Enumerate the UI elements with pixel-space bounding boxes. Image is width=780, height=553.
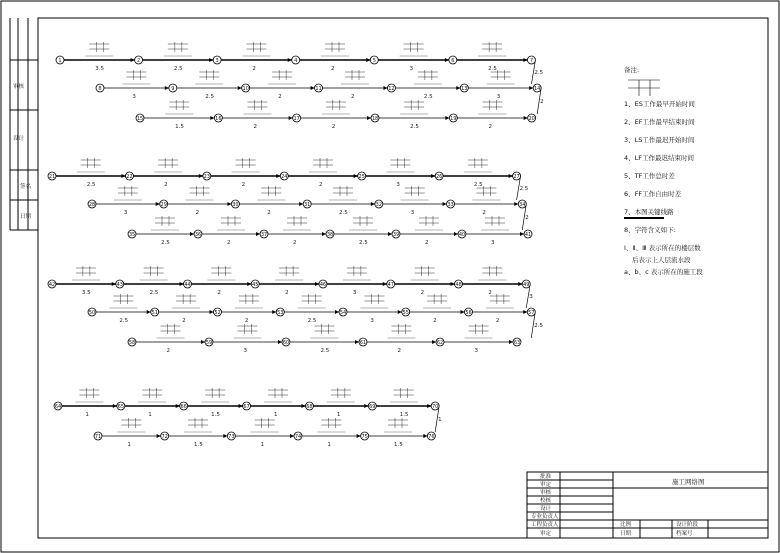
legend-item-7: 7、本图关键线路 — [624, 208, 674, 216]
activity-duration: 3 — [370, 318, 374, 324]
title-block-row-5: 设计 — [540, 506, 552, 512]
event-node-number: 39 — [392, 231, 400, 238]
arrow-head — [383, 86, 387, 90]
activity-duration: 2 — [227, 240, 231, 246]
legend-item-6: 6、FF工作自由时差 — [624, 190, 682, 198]
event-node-number: 20 — [528, 115, 535, 122]
arrow-head — [121, 174, 125, 178]
activity-duration: 2 — [425, 240, 429, 246]
activity-duration: 2 — [166, 348, 170, 354]
event-node-number: 3 — [215, 57, 219, 64]
arrow-head — [456, 86, 460, 90]
arrow-head — [199, 174, 203, 178]
event-node-number: 61 — [359, 339, 367, 346]
event-node-number: 43 — [116, 281, 123, 288]
arrow-head — [423, 434, 427, 438]
arrow-head — [398, 310, 402, 314]
activity-duration: 3 — [529, 294, 533, 300]
arrow-head — [311, 86, 315, 90]
arrow-head — [299, 202, 303, 206]
arrow-head — [388, 232, 392, 236]
arrow-head — [427, 404, 431, 408]
arrow-head — [509, 340, 513, 344]
arrow-head — [147, 310, 151, 314]
activity-duration: 2.5 — [534, 70, 544, 76]
event-node-number: 71 — [94, 433, 102, 440]
event-node-number: 51 — [151, 309, 158, 316]
arrow-head — [432, 340, 436, 344]
event-node-number: 12 — [388, 85, 395, 92]
event-node-number: 13 — [461, 85, 468, 92]
activity-duration: 2.5 — [173, 66, 183, 72]
event-node-number: 29 — [160, 201, 167, 208]
title-block-row-3: 审核 — [540, 490, 552, 496]
event-node-number: 36 — [194, 231, 202, 238]
event-node-number: 28 — [88, 201, 96, 208]
arrow-head — [523, 310, 527, 314]
legend — [624, 65, 703, 276]
activity-duration: 2.5 — [423, 94, 433, 100]
activity-duration: 2 — [319, 182, 323, 188]
title-block-row-6: 专业负责人 — [531, 514, 559, 520]
event-node-number: 58 — [128, 339, 136, 346]
activity-duration: 1 — [85, 412, 89, 418]
activity-duration: 1 — [438, 417, 442, 423]
event-node-number: 69 — [369, 403, 376, 410]
activity-duration: 3 — [132, 94, 136, 100]
activity-duration: 3 — [474, 348, 478, 354]
activity-duration: 2 — [351, 94, 355, 100]
event-node-number: 34 — [519, 201, 526, 208]
event-node-number: 15 — [136, 115, 144, 122]
activity-duration: 1 — [127, 442, 131, 448]
event-node-number: 50 — [88, 309, 96, 316]
event-node-number: 1 — [58, 57, 62, 64]
activity-duration: 1 — [260, 442, 265, 448]
activity-duration: 2.5 — [161, 240, 170, 246]
event-node-number: 4 — [294, 57, 298, 64]
legend-node-key — [628, 80, 660, 96]
arrow-head — [301, 404, 305, 408]
event-node-number: 54 — [339, 309, 347, 316]
left-side-strip — [10, 18, 38, 230]
title-block-row-2: 审定 — [540, 482, 552, 488]
activity-duration: 2 — [217, 290, 221, 296]
arrow-head — [509, 174, 513, 178]
arrow-head — [238, 86, 242, 90]
arrow-head — [518, 282, 522, 286]
event-node-number: 30 — [232, 201, 239, 208]
activity-duration: 2 — [182, 318, 186, 324]
arrow-head — [366, 58, 370, 62]
activity-duration: 2 — [495, 318, 500, 324]
activity-duration: 2.5 — [473, 182, 483, 188]
event-node-number: 19 — [450, 115, 457, 122]
activity-duration: 2.5 — [410, 124, 419, 130]
activity-duration: 3 — [123, 210, 128, 216]
arrow-head — [131, 58, 135, 62]
activity-duration: 2 — [488, 290, 492, 296]
activity-duration: 2 — [397, 348, 401, 354]
title-block-archive: 档案号 — [676, 531, 693, 537]
network-rows — [48, 42, 544, 448]
legend-item-10: 后表示上人层流水段 — [632, 256, 691, 264]
activity-duration: 2.5 — [359, 240, 368, 246]
activity-duration: 3 — [496, 94, 501, 100]
activity-duration: 1.5 — [194, 442, 203, 448]
event-node-number: 40 — [458, 231, 466, 238]
event-node-number: 41 — [524, 231, 532, 238]
side-label-design: 设计 — [13, 136, 25, 142]
inner-border — [38, 18, 768, 538]
activity-duration: 1 — [274, 412, 278, 418]
event-node-number: 56 — [465, 309, 472, 316]
event-node-number: 67 — [243, 403, 250, 410]
activity-duration: 2 — [241, 182, 246, 188]
side-label-review: 审核 — [13, 84, 25, 90]
event-node-number: 48 — [455, 281, 462, 288]
outer-border — [1, 1, 779, 552]
arrow-head — [524, 116, 528, 120]
arrow-head — [156, 202, 160, 206]
arrow-head — [239, 404, 243, 408]
event-node-number: 45 — [252, 281, 259, 288]
activity-duration: 1.5 — [394, 442, 403, 448]
event-node-number: 59 — [205, 339, 213, 346]
activity-duration: 1 — [148, 412, 152, 418]
side-label-sign: 签名 — [20, 184, 32, 190]
legend-item-2: 2、EF工作最早结束时间 — [624, 118, 695, 126]
arrow-head — [210, 310, 214, 314]
event-node-number: 76 — [428, 433, 435, 440]
title-block-stage: 设计阶段 — [676, 522, 699, 528]
legend-item-1: 1、ES工作最早开始时间 — [624, 100, 695, 108]
activity-duration: 2 — [525, 215, 529, 221]
event-node-number: 10 — [242, 85, 249, 92]
title-block — [527, 472, 768, 538]
arrow-head — [157, 434, 161, 438]
arrow-head — [113, 404, 117, 408]
activity-duration: 3 — [396, 182, 400, 188]
activity-duration: 2 — [433, 318, 437, 324]
legend-item-4: 4、LF工作最迟结束时间 — [624, 154, 694, 162]
activity-duration: 1.5 — [211, 412, 220, 418]
activity-duration: 2 — [164, 182, 168, 188]
title-block-row-7: 工程负责人 — [531, 522, 559, 528]
event-node-number: 11 — [315, 85, 322, 92]
side-label-date: 日期 — [20, 214, 32, 220]
arrow-head — [431, 174, 435, 178]
event-node-number: 5 — [372, 57, 376, 64]
arrow-head — [445, 58, 449, 62]
event-node-number: 2 — [136, 57, 141, 64]
arrow-head — [315, 282, 319, 286]
arrow-head — [461, 310, 465, 314]
arrow-head — [290, 434, 294, 438]
activity-duration: 2 — [420, 290, 425, 296]
event-node-number: 62 — [436, 339, 444, 346]
legend-item-5: 5、TF工作总时差 — [624, 172, 675, 180]
event-node-number: 49 — [523, 281, 530, 288]
event-node-number: 27 — [513, 173, 520, 180]
arrow-head — [176, 404, 180, 408]
title-block-date: 日期 — [620, 531, 632, 537]
arrow-head — [289, 116, 293, 120]
event-node-number: 25 — [358, 173, 365, 180]
activity-duration: 2 — [331, 66, 335, 72]
activity-duration: 2.5 — [307, 318, 317, 324]
arrow-head — [335, 310, 339, 314]
event-node-number: 21 — [48, 173, 56, 180]
event-node-number: 65 — [117, 403, 125, 410]
activity-duration: 2 — [482, 210, 486, 216]
activity-duration: 2 — [293, 240, 297, 246]
event-node-number: 37 — [260, 231, 268, 238]
activity-duration: 2.5 — [205, 94, 215, 100]
arrow-head — [180, 282, 184, 286]
activity-duration: 2 — [488, 124, 492, 130]
activity-duration: 3 — [410, 210, 415, 216]
event-node-number: 57 — [528, 309, 535, 316]
event-node-number: 60 — [282, 339, 290, 346]
legend-item-3: 3、LS工作最迟开始时间 — [624, 136, 695, 144]
activity-duration: 2.5 — [488, 66, 497, 72]
arrow-head — [514, 202, 518, 206]
arrow-head — [210, 116, 214, 120]
activity-duration: 1 — [327, 442, 331, 448]
arrow-head — [371, 202, 375, 206]
event-node-number: 22 — [126, 173, 133, 180]
event-node-number: 24 — [281, 173, 288, 180]
activity-duration: 2.5 — [86, 182, 96, 188]
arrow-head — [278, 340, 282, 344]
activity-duration: 3.5 — [95, 66, 105, 72]
arrow-head — [355, 340, 359, 344]
arrow-head — [451, 282, 455, 286]
arrow-head — [523, 58, 527, 62]
event-node-number: 44 — [184, 281, 191, 288]
activity-duration: 2.5 — [519, 186, 529, 192]
title-block-row-1: 批准 — [540, 474, 552, 480]
event-node-number: 38 — [326, 231, 334, 238]
arrow-head — [165, 86, 169, 90]
event-node-number: 32 — [375, 201, 383, 208]
activity-duration: 2 — [195, 210, 200, 216]
event-node-number: 68 — [306, 403, 313, 410]
event-node-number: 18 — [371, 115, 379, 122]
arrow-head — [256, 232, 260, 236]
event-node-number: 72 — [161, 433, 168, 440]
arrow-head — [288, 58, 292, 62]
event-node-number: 9 — [171, 85, 175, 92]
event-node-number: 31 — [303, 201, 311, 208]
arrow-head — [529, 86, 533, 90]
activity-duration: 3 — [352, 290, 357, 296]
activity-duration: 2 — [267, 210, 271, 216]
event-node-number: 74 — [294, 433, 302, 440]
activity-duration: 3 — [409, 66, 414, 72]
activity-duration: 1.5 — [175, 124, 184, 130]
event-node-number: 17 — [293, 115, 300, 122]
activity-duration: 2.5 — [320, 348, 330, 354]
legend-item-8: 8、字符含义如下: — [624, 226, 676, 234]
activity-duration: 2.5 — [119, 318, 129, 324]
drawing-title: 施工网络图 — [672, 478, 705, 486]
event-node-number: 33 — [447, 201, 454, 208]
arrow-head — [209, 58, 213, 62]
activity-duration: 2 — [540, 99, 544, 105]
activity-duration: 3 — [243, 348, 247, 354]
event-node-number: 52 — [214, 309, 221, 316]
arrow-head — [445, 116, 449, 120]
legend-heading: 备注: — [624, 66, 640, 74]
arrow-head — [112, 282, 116, 286]
event-node-number: 53 — [277, 309, 284, 316]
event-node-number: 70 — [431, 403, 439, 410]
arrow-head — [454, 232, 458, 236]
arrow-head — [201, 340, 205, 344]
arrow-head — [227, 202, 231, 206]
event-node-number: 42 — [48, 281, 56, 288]
event-node-number: 7 — [529, 57, 534, 64]
event-node-number: 55 — [402, 309, 409, 316]
arrow-head — [383, 282, 387, 286]
activity-duration: 2 — [285, 290, 289, 296]
activity-duration: 1.5 — [399, 412, 409, 418]
legend-item-9: Ⅰ、Ⅱ、Ⅲ 表示所在的楼层数 — [624, 244, 701, 252]
activity-duration: 2 — [252, 66, 256, 72]
activity-duration: 3 — [491, 240, 495, 246]
arrow-head — [190, 232, 194, 236]
arrow-head — [247, 282, 251, 286]
arrow-head — [276, 174, 280, 178]
event-node-number: 66 — [180, 403, 187, 410]
event-node-number: 6 — [451, 57, 455, 64]
event-node-number: 64 — [54, 403, 62, 410]
legend-item-11: a、b、c 表示所在的施工段 — [624, 268, 703, 276]
event-node-number: 8 — [98, 85, 102, 92]
event-node-number: 47 — [387, 281, 394, 288]
event-node-number: 23 — [203, 173, 211, 180]
activity-duration: 2.5 — [534, 323, 543, 329]
arrow-head — [322, 232, 326, 236]
event-node-number: 35 — [128, 231, 136, 238]
title-block-scale: 比例 — [620, 522, 632, 528]
arrow-head — [354, 174, 358, 178]
event-node-number: 46 — [319, 281, 327, 288]
event-node-number: 75 — [361, 433, 368, 440]
arrow-head — [357, 434, 361, 438]
activity-duration: 2 — [331, 124, 336, 130]
event-node-number: 73 — [228, 433, 235, 440]
activity-duration: 2 — [244, 318, 249, 324]
event-node-number: 26 — [435, 173, 443, 180]
event-node-number: 16 — [215, 115, 222, 122]
activity-duration: 2 — [253, 124, 257, 130]
arrow-head — [367, 116, 371, 120]
activity-duration: 2.5 — [339, 210, 348, 216]
event-node-number: 14 — [533, 85, 541, 92]
title-block-row-8: 审定 — [540, 531, 552, 537]
activity-duration: 1 — [336, 412, 341, 418]
activity-duration: 3.5 — [81, 290, 91, 296]
activity-duration: 2 — [278, 94, 282, 100]
event-node-number: 63 — [513, 339, 521, 346]
title-block-row-4: 校核 — [540, 498, 552, 504]
arrow-head — [272, 310, 276, 314]
arrow-head — [443, 202, 447, 206]
arrow-head — [520, 232, 524, 236]
activity-duration: 2.5 — [149, 290, 159, 296]
arrow-head — [223, 434, 227, 438]
arrow-head — [364, 404, 368, 408]
